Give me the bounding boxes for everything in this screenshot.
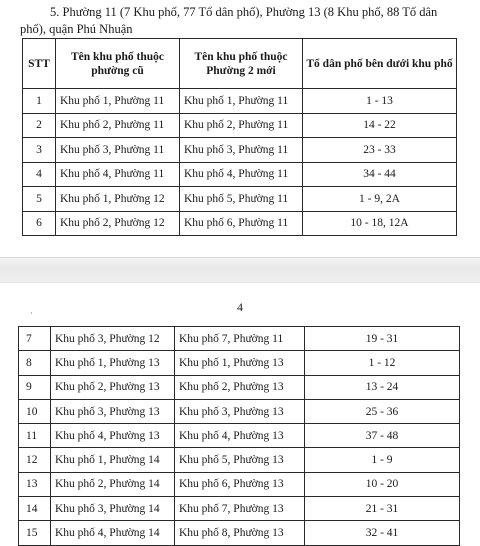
header-stt: STT	[23, 39, 56, 89]
cell-residential-groups: 1 - 12	[305, 351, 460, 375]
cell-old-quarter: Khu phố 2, Phường 13	[51, 375, 175, 399]
cell-stt: 5	[23, 187, 56, 212]
table-row	[23, 89, 457, 114]
page-number: 4	[237, 300, 243, 314]
cell-residential-groups: 32 - 41	[305, 521, 460, 545]
cell-stt: 11	[19, 424, 51, 448]
table-header	[23, 39, 457, 89]
section-heading: 5. Phường 11 (7 Khu phố, 77 Tổ dân phố), Phường 13 (8 Khu phố, 88 Tổ dân phố), quận Phú Nhuận	[20, 5, 438, 36]
table-row	[19, 399, 460, 423]
cell-residential-groups: 14 - 22	[303, 113, 457, 138]
ward-table-page-2	[18, 326, 460, 546]
cell-residential-groups: 13 - 24	[305, 375, 460, 399]
ward-table-page-1	[22, 38, 457, 236]
table-row	[19, 375, 460, 399]
cell-old-quarter: Khu phố 4, Phường 13	[51, 424, 175, 448]
cell-old-quarter: Khu phố 3, Phường 11	[56, 138, 180, 163]
cell-new-quarter: Khu phố 5, Phường 13	[175, 448, 305, 472]
cell-new-quarter: Khu phố 1, Phường 13	[175, 351, 305, 375]
cell-old-quarter: Khu phố 3, Phường 12	[51, 327, 175, 351]
table-row	[19, 521, 460, 545]
cell-old-quarter: Khu phố 3, Phường 14	[51, 497, 175, 521]
table-row	[23, 162, 457, 187]
cell-new-quarter: Khu phố 6, Phường 11	[180, 211, 303, 236]
cell-residential-groups: 21 - 31	[305, 497, 460, 521]
cell-residential-groups: 19 - 31	[305, 327, 460, 351]
table-row	[19, 472, 460, 496]
page-break	[0, 257, 480, 283]
page-mark: ·	[30, 308, 33, 318]
cell-residential-groups: 10 - 18, 12A	[303, 211, 457, 236]
cell-new-quarter: Khu phố 1, Phường 11	[180, 89, 303, 114]
cell-new-quarter: Khu phố 2, Phường 11	[180, 113, 303, 138]
cell-residential-groups: 37 - 48	[305, 424, 460, 448]
table-row	[19, 424, 460, 448]
cell-stt: 1	[23, 89, 56, 114]
cell-new-quarter: Khu phố 4, Phường 11	[180, 162, 303, 187]
header-new-quarter: Tên khu phố thuộc Phường 2 mới	[180, 39, 303, 89]
cell-stt: 7	[19, 327, 51, 351]
cell-stt: 3	[23, 138, 56, 163]
header-old-quarter: Tên khu phố thuộc phường cũ	[56, 39, 180, 89]
cell-new-quarter: Khu phố 3, Phường 13	[175, 399, 305, 423]
cell-old-quarter: Khu phố 2, Phường 11	[56, 113, 180, 138]
table-row	[19, 327, 460, 351]
cell-residential-groups: 25 - 36	[305, 399, 460, 423]
cell-old-quarter: Khu phố 4, Phường 14	[51, 521, 175, 545]
table-body-page-1	[23, 89, 457, 236]
cell-residential-groups: 1 - 9	[305, 448, 460, 472]
cell-stt: 8	[19, 351, 51, 375]
cell-old-quarter: Khu phố 2, Phường 12	[56, 211, 180, 236]
table-row	[19, 497, 460, 521]
cell-residential-groups: 34 - 44	[303, 162, 457, 187]
cell-residential-groups: 1 - 13	[303, 89, 457, 114]
cell-new-quarter: Khu phố 6, Phường 13	[175, 472, 305, 496]
header-residential-groups: Tổ dân phố bên dưới khu phố	[303, 39, 457, 89]
cell-old-quarter: Khu phố 2, Phường 14	[51, 472, 175, 496]
cell-residential-groups: 1 - 9, 2A	[303, 187, 457, 212]
cell-stt: 4	[23, 162, 56, 187]
cell-new-quarter: Khu phố 7, Phường 13	[175, 497, 305, 521]
cell-stt: 12	[19, 448, 51, 472]
cell-new-quarter: Khu phố 3, Phường 11	[180, 138, 303, 163]
cell-old-quarter: Khu phố 4, Phường 11	[56, 162, 180, 187]
table-row	[23, 187, 457, 212]
table-row	[23, 211, 457, 236]
cell-stt: 9	[19, 375, 51, 399]
cell-stt: 13	[19, 472, 51, 496]
cell-new-quarter: Khu phố 2, Phường 13	[175, 375, 305, 399]
cell-stt: 2	[23, 113, 56, 138]
cell-stt: 10	[19, 399, 51, 423]
cell-residential-groups: 23 - 33	[303, 138, 457, 163]
cell-new-quarter: Khu phố 4, Phường 13	[175, 424, 305, 448]
table-row	[19, 351, 460, 375]
cell-stt: 6	[23, 211, 56, 236]
cell-old-quarter: Khu phố 3, Phường 13	[51, 399, 175, 423]
cell-stt: 14	[19, 497, 51, 521]
table-row	[23, 138, 457, 163]
cell-old-quarter: Khu phố 1, Phường 14	[51, 448, 175, 472]
table-body-page-2	[19, 327, 460, 546]
cell-residential-groups: 10 - 20	[305, 472, 460, 496]
cell-old-quarter: Khu phố 1, Phường 13	[51, 351, 175, 375]
table-row	[19, 448, 460, 472]
cell-stt: 15	[19, 521, 51, 545]
cell-new-quarter: Khu phố 8, Phường 13	[175, 521, 305, 545]
cell-old-quarter: Khu phố 1, Phường 12	[56, 187, 180, 212]
cell-old-quarter: Khu phố 1, Phường 11	[56, 89, 180, 114]
cell-new-quarter: Khu phố 5, Phường 11	[180, 187, 303, 212]
table-row	[23, 113, 457, 138]
cell-new-quarter: Khu phố 7, Phường 11	[175, 327, 305, 351]
